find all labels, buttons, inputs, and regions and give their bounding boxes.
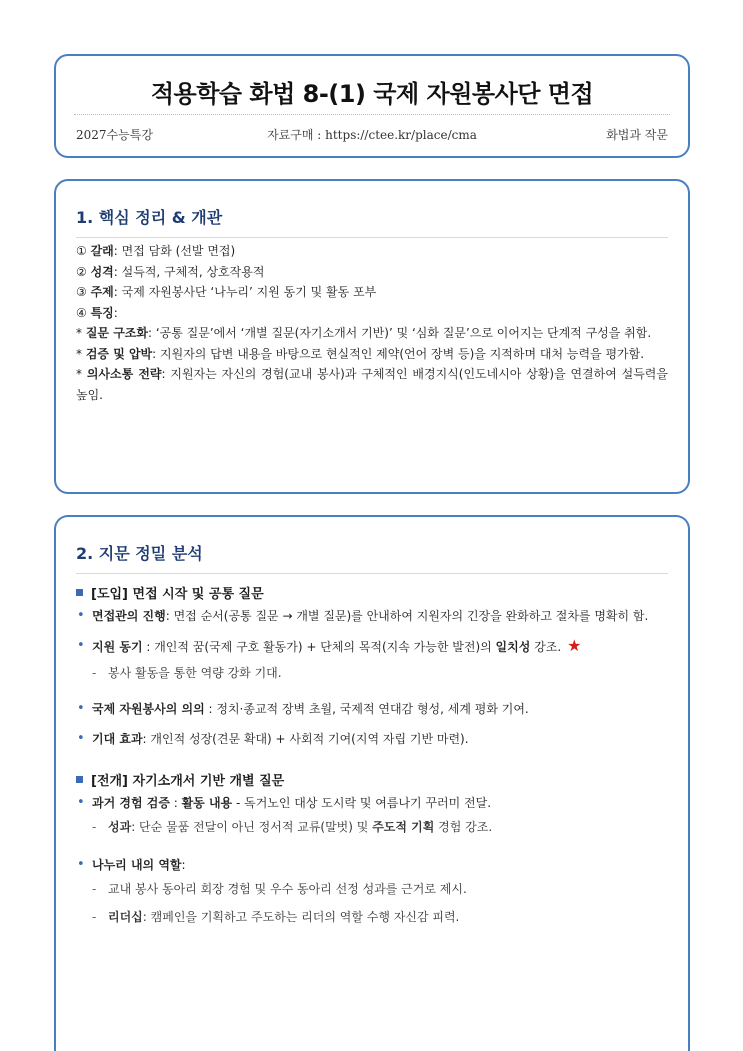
feature-item — [76, 364, 668, 405]
item-text: : 면접 담화 (선발 면접) — [113, 244, 236, 258]
sub-label: 리더십 — [108, 910, 143, 924]
part1-heading — [76, 581, 668, 603]
summary-item — [76, 241, 668, 262]
header-card — [54, 54, 690, 158]
sub-item — [76, 816, 668, 838]
feature-label: 의사소통 전략 — [86, 367, 162, 381]
sub-item — [76, 906, 668, 928]
list-item — [76, 854, 668, 876]
item-marker: ② — [76, 264, 87, 279]
bullet-label: 과거 경험 검증 — [92, 796, 170, 810]
sub-text: 봉사 활동을 통한 역량 강화 기대. — [108, 666, 282, 680]
summary-section-title: 1. 핵심 정리 & 개관 — [76, 208, 223, 227]
feature-text: : ‘공통 질문’에서 ‘개별 질문(자기소개서 기반)’ 및 ‘심화 질문’으로 이어지는 단계적 구성을 취함. — [147, 326, 652, 340]
summary-body — [76, 241, 668, 405]
part1-heading-text: [도입] 면접 시작 및 공통 질문 — [91, 586, 264, 602]
feature-text: : 지원자의 답변 내용을 바탕으로 현실적인 제약(언어 장벽 등)을 지적하며 대처 능력을 평가함. — [152, 346, 645, 361]
item-marker: ③ — [76, 285, 87, 299]
analysis-card — [54, 515, 690, 1051]
bullet-text: : 개인적 성장(견문 확대) + 사회적 기여(지역 자립 기반 마련). — [142, 732, 469, 746]
sub-text: : 단순 물품 전달이 아닌 정서적 교류(말벗) 및 — [131, 820, 373, 834]
bullet-dot-icon: • — [77, 608, 85, 623]
list-item — [76, 792, 668, 814]
bullet-text: : 정치·종교적 장벽 초월, 국제적 연대감 형성, 세계 평화 기여. — [204, 702, 529, 716]
item-marker: ① — [76, 244, 87, 258]
dash-marker: - — [92, 820, 97, 834]
analysis-body — [76, 581, 668, 928]
summary-item — [76, 262, 668, 283]
bullet-label: 나누리 내의 역할 — [92, 858, 182, 872]
list-item — [76, 635, 668, 658]
sub-text: : 캠페인을 기획하고 주도하는 리더의 역할 수행 자신감 피력. — [142, 910, 460, 924]
feature-item — [76, 344, 668, 365]
part2-heading — [76, 768, 668, 790]
meta-subject: 화법과 작문 — [606, 128, 668, 142]
feature-marker: * — [76, 326, 82, 340]
document-title: 적용학습 화법 8-(1) 국제 자원봉사단 면접 — [150, 80, 594, 108]
summary-card — [54, 179, 690, 494]
feature-item — [76, 323, 668, 344]
bullet-text: : 개인적 꿈(국제 구호 활동가) + 단체의 목적(지속 가능한 발전)의 — [142, 640, 496, 654]
bullet-label: 지원 동기 — [92, 640, 143, 654]
item-text: : 국제 자원봉사단 ‘나누리’ 지원 동기 및 활동 포부 — [113, 285, 377, 299]
sub-label: 성과 — [108, 820, 132, 834]
item-label: 주제 — [90, 285, 114, 299]
analysis-divider — [76, 573, 668, 574]
bullet-text: : — [181, 858, 186, 872]
square-bullet-icon — [76, 776, 83, 783]
feature-label: 검증 및 압박 — [85, 346, 153, 361]
item-marker: ④ — [76, 305, 87, 320]
bullet-emphasis: 일치성 — [495, 640, 531, 654]
sub-item — [76, 878, 668, 900]
summary-item — [76, 303, 668, 324]
sub-text: 경험 강조. — [434, 820, 493, 834]
bullet-label: 면접관의 진행 — [92, 609, 166, 623]
item-text: : 설득적, 구체적, 상호작용적 — [113, 264, 265, 279]
feature-marker: * — [76, 367, 82, 381]
feature-text: : 지원자는 자신의 경험(교내 봉사)과 구체적인 배경지식(인도네시아 상황)을 연결하여 설득력을 높임. — [76, 367, 668, 402]
list-item — [76, 698, 668, 720]
item-label: 갈래 — [90, 244, 114, 258]
feature-label: 질문 구조화 — [85, 326, 148, 340]
bullet-text: : 면접 순서(공통 질문 → 개별 질문)를 안내하여 지원자의 긴장을 완화하고 절차를 명확히 함. — [165, 609, 649, 623]
sub-emphasis: 주도적 기획 — [372, 820, 435, 834]
summary-divider — [76, 237, 668, 238]
bullet-dot-icon: • — [77, 857, 85, 872]
sub-text: 교내 봉사 동아리 회장 경험 및 우수 동아리 선정 성과를 근거로 제시. — [108, 882, 467, 896]
item-text: : — [113, 305, 118, 320]
part2-heading-text: [전개] 자기소개서 기반 개별 질문 — [91, 773, 285, 789]
item-label: 특징 — [90, 305, 114, 320]
dash-marker: - — [92, 910, 97, 924]
analysis-section-title: 2. 지문 정밀 분석 — [76, 544, 203, 563]
bullet-dot-icon: • — [77, 701, 85, 716]
bullet-label: 국제 자원봉사의 의의 — [92, 702, 205, 716]
sub-item — [76, 662, 668, 684]
star-icon: ★ — [567, 636, 582, 655]
list-item — [76, 728, 668, 750]
bullet-dot-icon: • — [77, 731, 85, 746]
title-divider — [74, 114, 670, 115]
item-label: 성격 — [90, 264, 114, 279]
meta-purchase-link[interactable]: 자료구매 : https://ctee.kr/place/cma — [267, 128, 477, 142]
square-bullet-icon — [76, 589, 83, 596]
feature-marker: * — [76, 346, 82, 361]
list-item — [76, 605, 668, 627]
bullet-dot-icon: • — [77, 638, 85, 653]
summary-item — [76, 282, 668, 303]
dash-marker: - — [92, 882, 97, 896]
meta-course: 2027수능특강 — [76, 128, 153, 142]
dash-marker: - — [92, 666, 97, 680]
bullet-label: 기대 효과 — [92, 732, 143, 746]
bullet-text: - 독거노인 대상 도시락 및 여름나기 꾸러미 전달. — [232, 796, 492, 810]
bullet-emphasis: 활동 내용 — [181, 796, 233, 810]
bullet-text: 강조. — [530, 640, 562, 654]
bullet-dot-icon: • — [77, 795, 85, 810]
bullet-text: : — [169, 796, 182, 810]
